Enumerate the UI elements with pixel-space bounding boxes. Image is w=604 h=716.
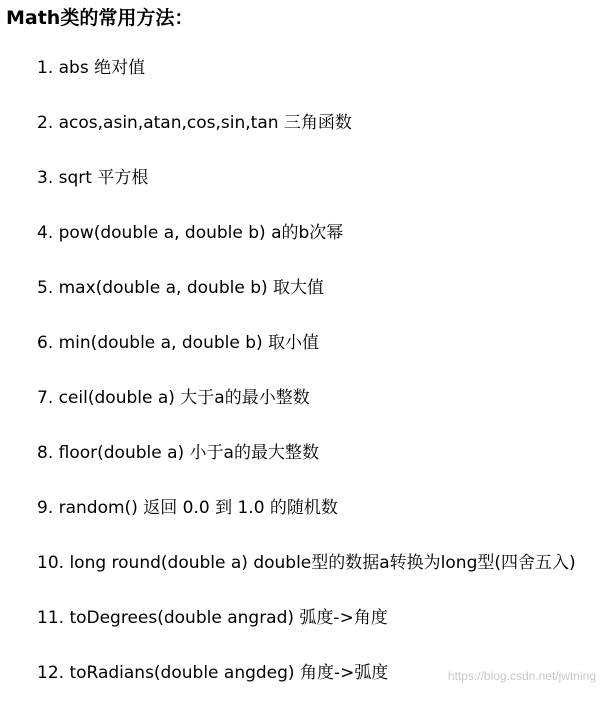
list-item: 2. acos,asin,atan,cos,sin,tan 三角函数 xyxy=(37,113,352,133)
list-item: 5. max(double a, double b) 取大值 xyxy=(37,278,325,298)
list-item: 11. toDegrees(double angrad) 弧度->角度 xyxy=(37,608,388,628)
list-item: 9. random() 返回 0.0 到 1.0 的随机数 xyxy=(37,498,338,518)
watermark: https://blog.csdn.net/jwtning xyxy=(447,669,596,683)
list-item: 10. long round(double a) double型的数据a转换为long型(四舍五入) xyxy=(37,553,576,573)
list-item: 6. min(double a, double b) 取小值 xyxy=(37,333,320,353)
list-item: 8. floor(double a) 小于a的最大整数 xyxy=(37,443,319,463)
list-item: 3. sqrt 平方根 xyxy=(37,168,149,188)
list-item: 1. abs 绝对值 xyxy=(37,58,146,78)
list-item: 12. toRadians(double angdeg) 角度->弧度 xyxy=(37,663,389,683)
page-title: Math类的常用方法： xyxy=(6,7,194,29)
list-item: 7. ceil(double a) 大于a的最小整数 xyxy=(37,388,310,408)
method-list xyxy=(37,56,576,716)
list-item: 4. pow(double a, double b) a的b次幂 xyxy=(37,223,344,243)
